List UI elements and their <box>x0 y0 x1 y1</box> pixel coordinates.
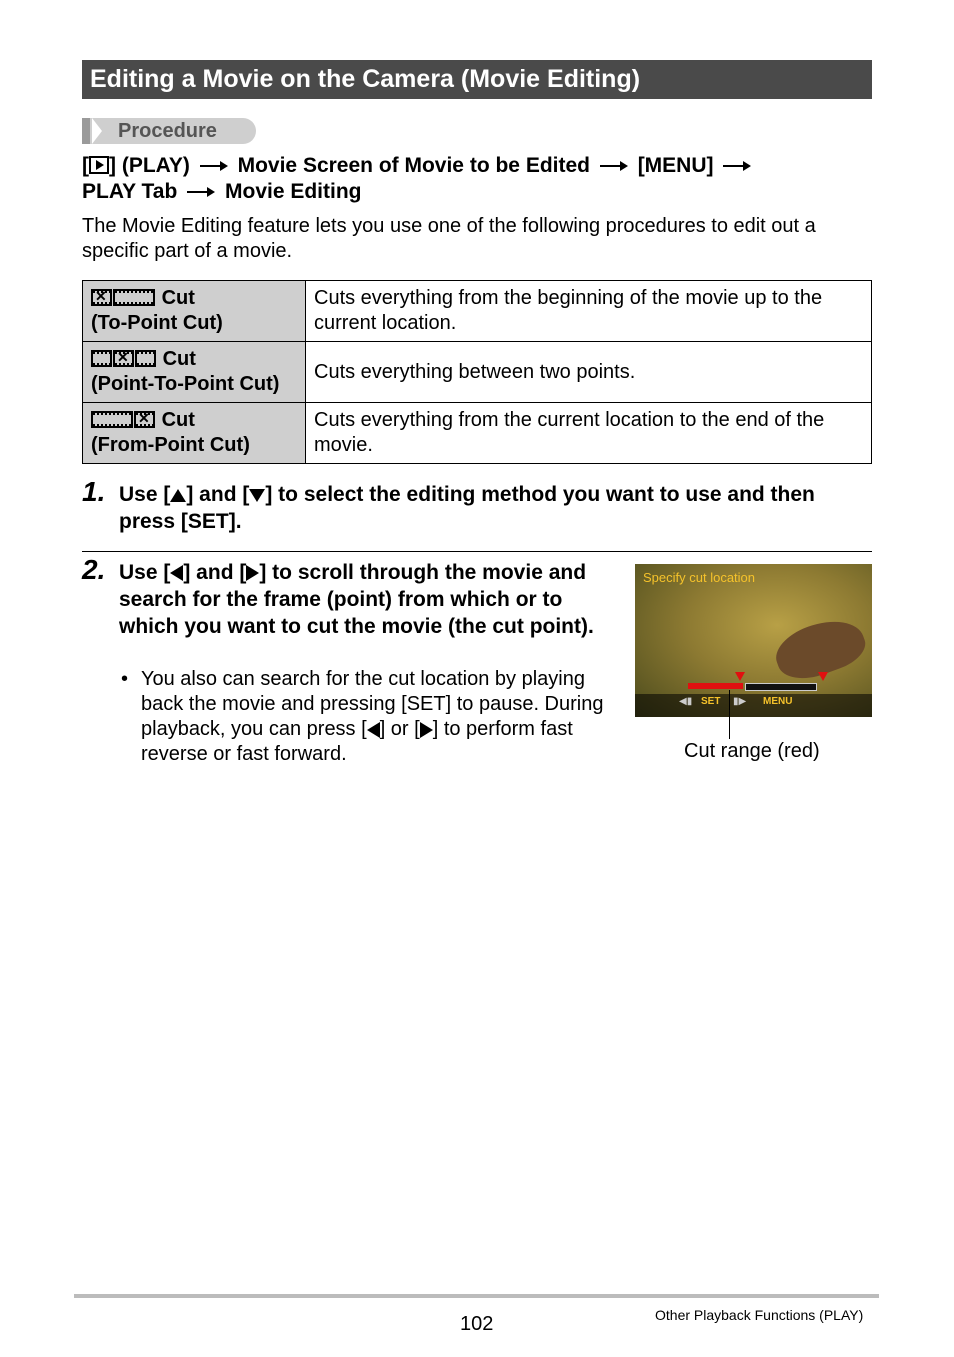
chevron-right-icon <box>92 118 102 144</box>
menu-button-label: MENU <box>763 696 793 707</box>
arrow-right-icon <box>200 161 228 171</box>
left-arrow-icon <box>170 565 183 581</box>
mode-cell <box>83 342 306 403</box>
camera-screen-image <box>635 564 872 717</box>
intro-paragraph: The Movie Editing feature lets you use one of the following procedures to edit out a specific part of a movie. <box>82 215 816 262</box>
table-row <box>83 403 872 464</box>
procedure-label: Procedure <box>118 120 217 142</box>
film-frame-icon <box>113 289 155 306</box>
film-frame-icon <box>91 350 112 367</box>
mode-description: Cuts everything between two points. <box>306 342 872 403</box>
mode-cut-label: Cut <box>161 409 195 431</box>
mode-cut-label: Cut <box>161 287 195 309</box>
cut-range-caption: Cut range (red) <box>684 740 820 762</box>
film-frame-icon <box>91 411 133 428</box>
up-arrow-icon <box>170 489 186 502</box>
forward-icon: ▮▶ <box>733 696 747 707</box>
menu-navigation-path: [ ] (PLAY) Movie Screen of Movie to be Edited [MENU] PLAY Tab Movie Editing <box>82 153 872 205</box>
right-arrow-icon <box>420 722 433 738</box>
arrow-right-icon <box>187 187 215 197</box>
set-button-label: SET <box>701 696 721 707</box>
mode-name: (From-Point Cut) <box>91 434 250 456</box>
reverse-icon: ◀▮ <box>679 696 693 707</box>
control-strip <box>635 694 872 717</box>
cut-frame-icon <box>134 411 155 428</box>
step-2-note: You also can search for the cut location by playing back the movie and pressing [SET] to pause. During playback, you can press [ ] or [ ] to perform fast reverse or fast forward. <box>141 668 604 765</box>
mode-name: (Point-To-Point Cut) <box>91 373 280 395</box>
cut-range-red-bar <box>688 683 743 689</box>
step-divider <box>82 551 872 552</box>
cut-frame-icon <box>91 289 112 306</box>
section-title: Editing a Movie on the Camera (Movie Editing) <box>82 60 872 99</box>
nav-movie-screen: Movie Screen of Movie to be Edited <box>237 154 590 177</box>
nav-menu: [MENU] <box>637 154 714 177</box>
mode-description: Cuts everything from the current location to the end of the movie. <box>306 403 872 464</box>
procedure-badge <box>82 118 256 144</box>
playback-timeline-bar <box>745 683 817 691</box>
footer-chapter: Other Playback Functions (PLAY) <box>655 1307 864 1323</box>
down-arrow-icon <box>249 489 265 502</box>
mode-cell <box>83 281 306 342</box>
nav-play-tab: PLAY Tab <box>82 180 178 203</box>
camera-screen-title: Specify cut location <box>643 570 756 585</box>
step-2-text: Use [ ] and [ ] to scroll through the movie and search for the frame (point) from which or to which you want to cut the movie (the cut point). <box>119 561 594 638</box>
table-row <box>83 342 872 403</box>
footer-rule <box>74 1294 879 1298</box>
step-2-number: 2. <box>82 554 106 585</box>
film-frame-icon <box>135 350 156 367</box>
arrow-right-icon <box>600 161 628 171</box>
page-number: 102 <box>460 1313 494 1335</box>
step-1-number: 1. <box>82 476 106 507</box>
mode-cut-label: Cut <box>162 348 196 370</box>
callout-line <box>729 690 730 739</box>
left-arrow-icon <box>367 722 380 738</box>
edit-modes-table <box>82 280 872 464</box>
cut-marker-icon <box>735 672 745 681</box>
cut-frame-icon <box>113 350 134 367</box>
play-icon <box>89 156 109 174</box>
mode-name: (To-Point Cut) <box>91 312 223 334</box>
arrow-right-icon <box>723 161 751 171</box>
table-row <box>83 281 872 342</box>
bullet-marker: • <box>121 668 129 690</box>
mode-cell <box>83 403 306 464</box>
step-1-text: Use [ ] and [ ] to select the editing method you want to use and then press [SET]. <box>119 483 815 533</box>
badge-tab <box>82 118 90 144</box>
cut-marker-icon <box>818 672 828 681</box>
nav-play: ] (PLAY) <box>109 154 190 177</box>
mode-description: Cuts everything from the beginning of the movie up to the current location. <box>306 281 872 342</box>
right-arrow-icon <box>246 565 259 581</box>
nav-movie-editing: Movie Editing <box>225 180 362 203</box>
